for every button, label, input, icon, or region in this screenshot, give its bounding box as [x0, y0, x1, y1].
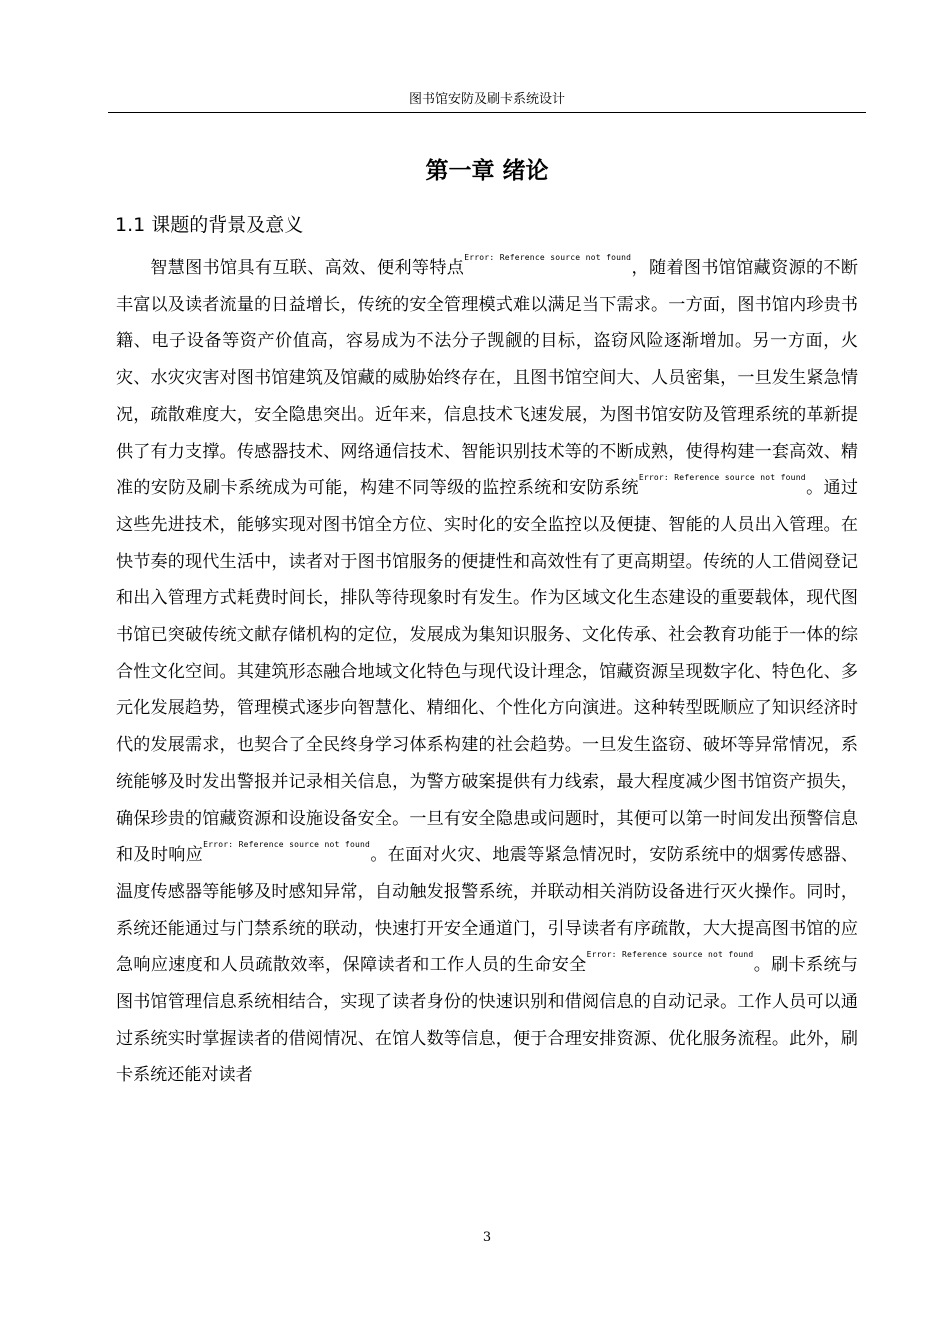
running-header: 图书馆安防及刷卡系统设计: [408, 92, 565, 107]
reference-error-4: Error: Reference source not found: [586, 950, 754, 960]
section-title: 1.1 课题的背景及意义: [115, 214, 304, 236]
page-number: 3: [482, 1230, 492, 1245]
reference-error-3: Error: Reference source not found: [203, 840, 371, 850]
reference-error-2: Error: Reference source not found: [638, 473, 806, 483]
paragraph-segment: 。通过这些先进技术，能够实现对图书馆全方位、实时化的安全监控以及便捷、智能的人员出入管理。在快节奏的现代生活中，读者对于图书馆服务的便捷性和高效性有了更高期望。传统的人工借阅登记和出入管理方式耗费时间长，排队等待现象时有发生。作为区域文化生态建设的重要载体，现代图书馆已突破传统文献存储机构的定位，发展成为集知识服务、文化传承、社会教育功能于一体的综合性文化空间。其建筑形态融合地域文化特色与现代设计理念，馆藏资源呈现数字化、特色化、多元化发展趋势，管理模式逐步向智慧化、精细化、个性化方向演进。这种转型既顺应了知识经济时代的发展需求，也契合了全民终身学习体系构建的社会趋势。一旦发生盗窃、破坏等异常情况，系统能够及时发出警报并记录相关信息，为警方破案提供有力线索，最大程度减少图书馆资产损失，确保珍贵的馆藏资源和设施设备安全。一旦有安全隐患或问题时，其便可以第一时间发出预警信息和及时响应: [116, 478, 859, 866]
body-paragraph: [116, 250, 858, 1094]
chapter-title: 第一章 绪论: [425, 158, 549, 184]
paragraph-segment: 。刷卡系统与图书馆管理信息系统相结合，实现了读者身份的快速识别和借阅信息的自动记录。工作人员可以通过系统实时掌握读者的借阅情况、在馆人数等信息，便于合理安排资源、优化服务流程。此外，刷卡系统还能对读者: [116, 955, 859, 1086]
paragraph-segment: 智慧图书馆具有互联、高效、便利等特点: [150, 258, 465, 278]
paragraph-segment: 。在面对火灾、地震等紧急情况时，安防系统中的烟雾传感器、温度传感器等能够及时感知异常，自动触发报警系统，并联动相关消防设备进行灭火操作。同时，系统还能通过与门禁系统的联动，快速打开安全通道门，引导读者有序疏散，大大提高图书馆的应急响应速度和人员疏散效率，保障读者和工作人员的生命安全: [116, 845, 859, 976]
reference-error-1: Error: Reference source not found: [464, 253, 632, 262]
paragraph-segment: ，随着图书馆馆藏资源的不断丰富以及读者流量的日益增长，传统的安全管理模式难以满足当下需求。一方面，图书馆内珍贵书籍、电子设备等资产价值高，容易成为不法分子觊觎的目标，盗窃风险逐渐增加。另一方面，火灾、水灾灾害对图书馆建筑及馆藏的威胁始终存在，且图书馆空间大、人员密集，一旦发生紧急情况，疏散难度大，安全隐患突出。近年来，信息技术飞速发展，为图书馆安防及管理系统的革新提供了有力支撑。传感器技术、网络通信技术、智能识别技术等的不断成熟，使得构建一套高效、精准的安防及刷卡系统成为可能，构建不同等级的监控系统和安防系统: [116, 258, 859, 499]
header-rule: [108, 112, 866, 113]
